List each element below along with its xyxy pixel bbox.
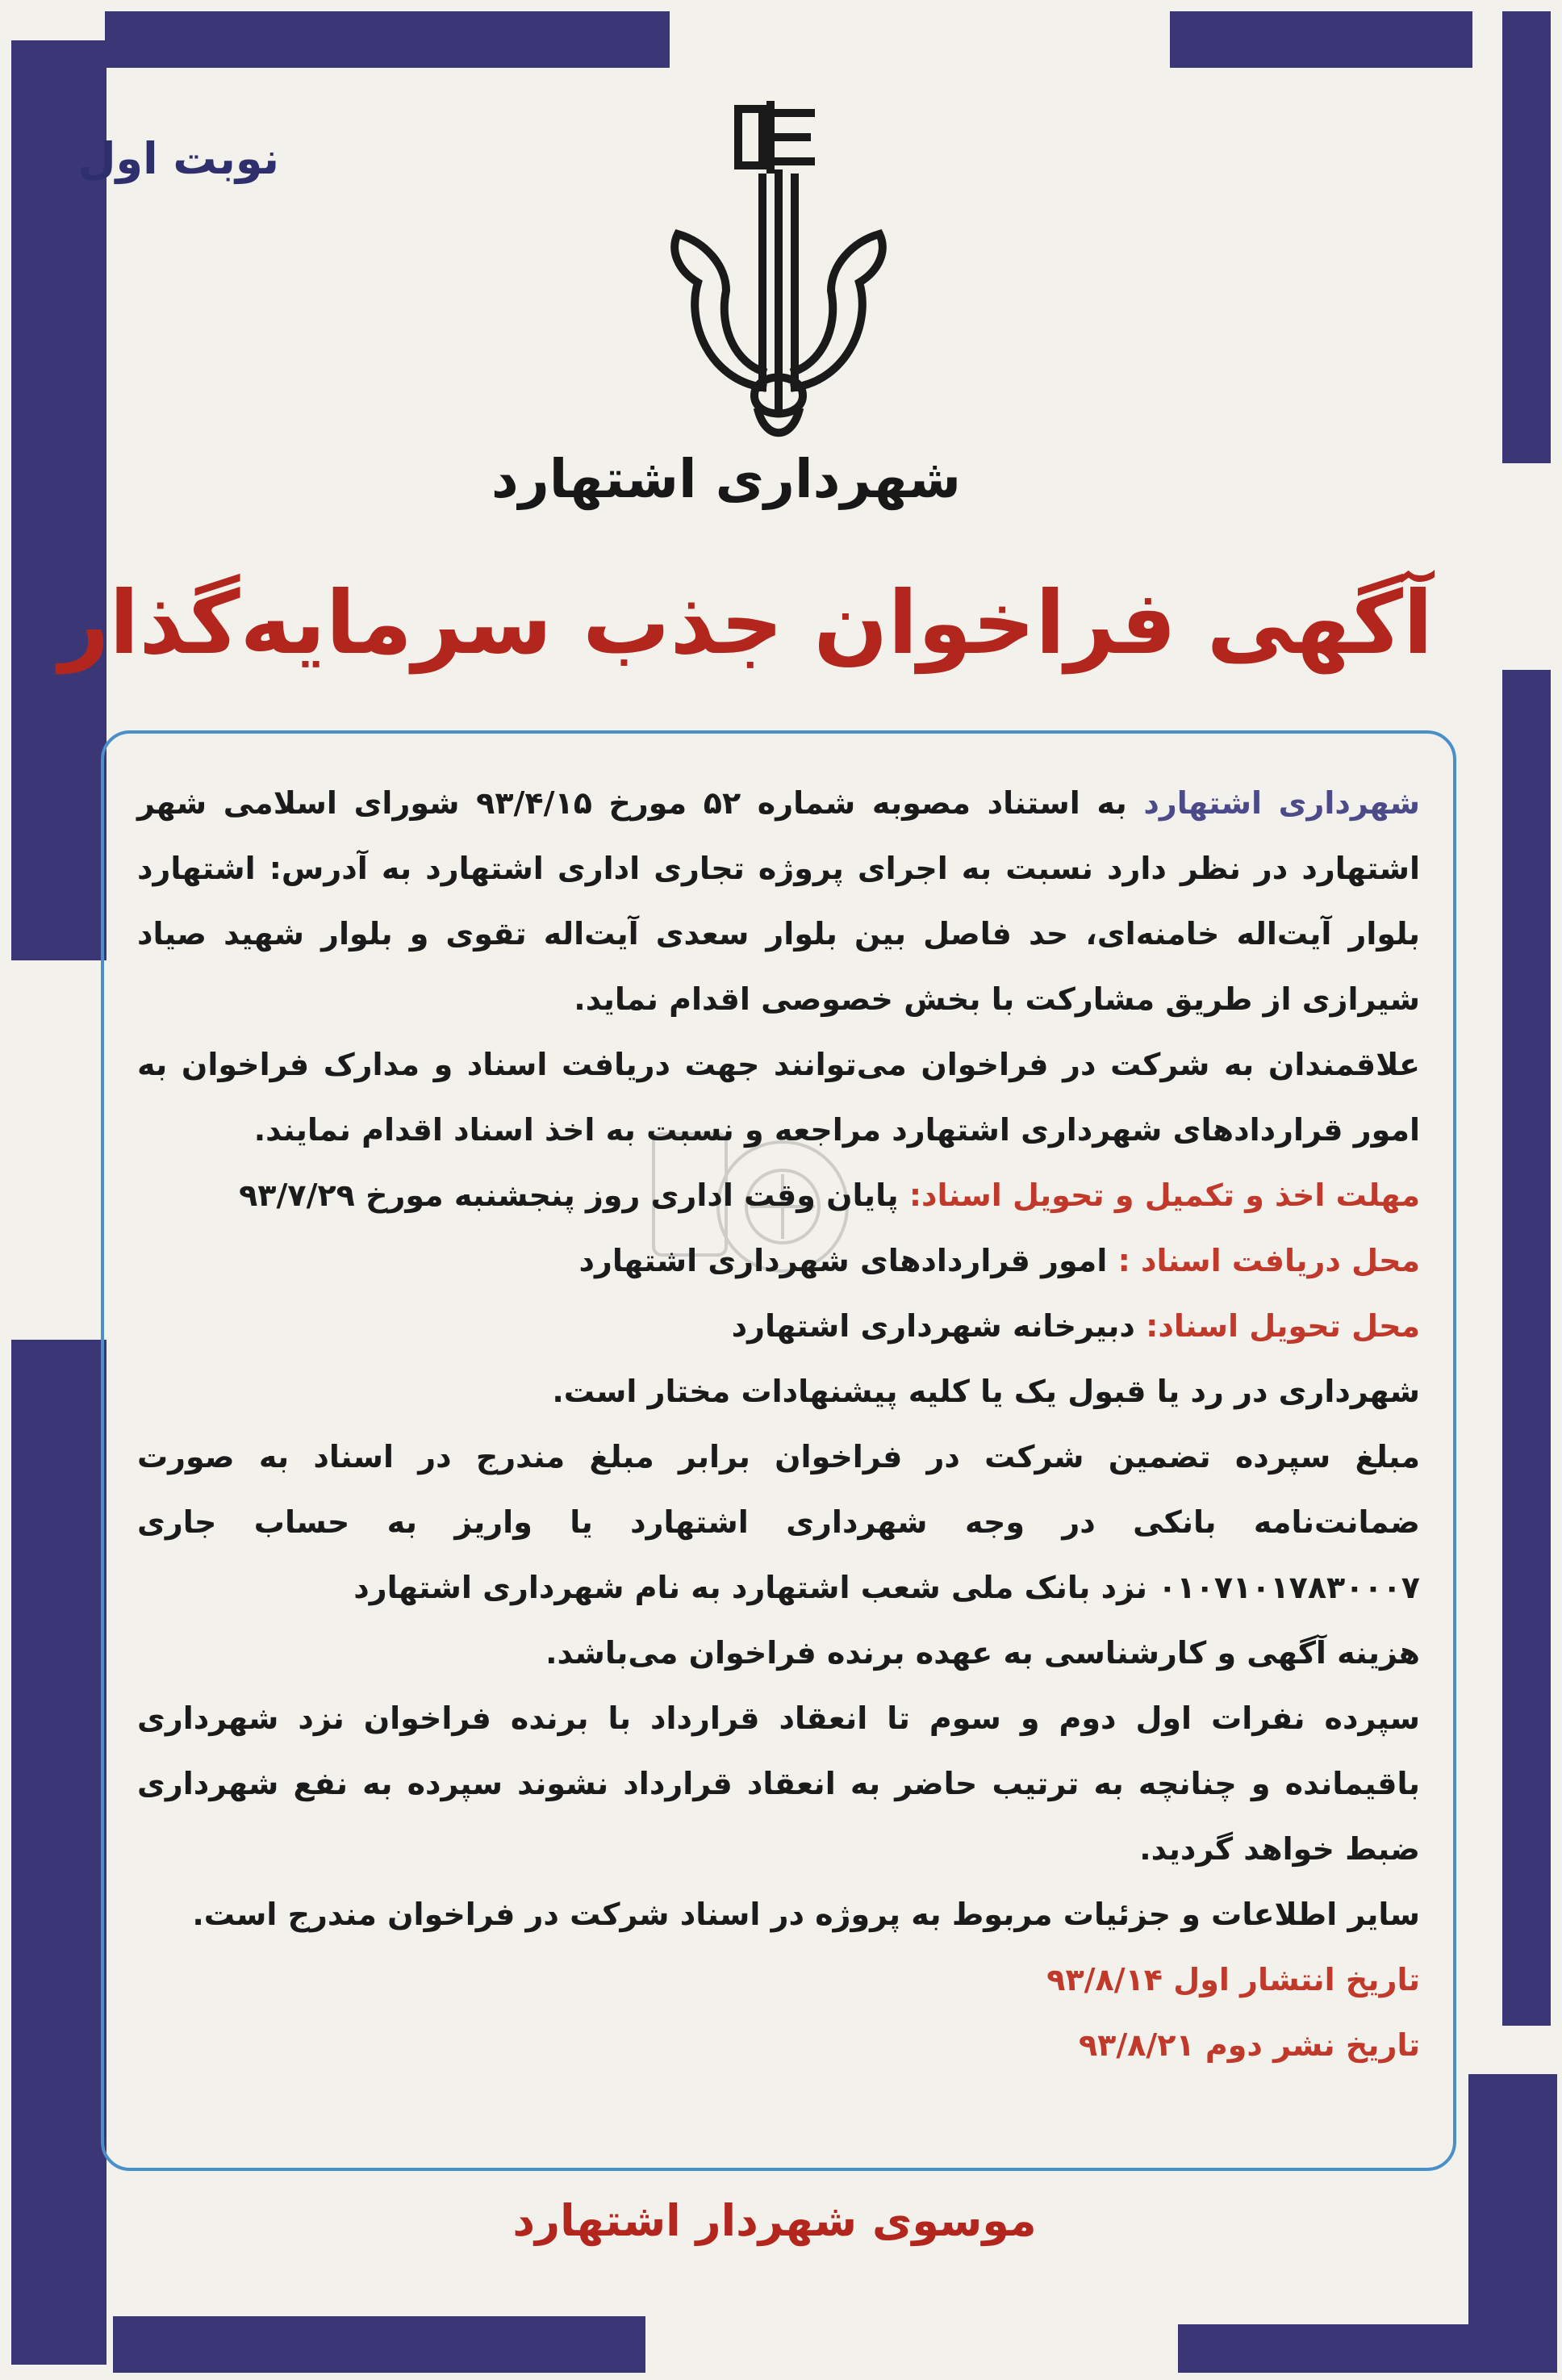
frame-bar-left-lower: [11, 1340, 106, 2365]
mayor-signature: موسوی شهردار اشتهارد: [512, 2195, 1037, 2246]
turn-label: نوبت اول: [77, 133, 279, 184]
deliver-label: محل تحویل اسناد:: [1146, 1308, 1420, 1344]
frame-bar-right-lower: [1468, 2074, 1557, 2373]
deliver-value: دبیرخانه شهرداری اشتهارد: [731, 1308, 1146, 1344]
receive-line: [137, 1228, 1420, 1294]
frame-bar-bottom: [113, 2316, 645, 2373]
receive-value: امور قراردادهای شهرداری اشتهارد: [578, 1243, 1118, 1278]
frame-bar-top: [105, 11, 670, 68]
deadline-line: [137, 1163, 1420, 1228]
paragraph-deposit: مبلغ سپرده تضمین شرکت در فراخوان برابر مبلغ مندرج در اسناد به صورت ضمانت‌نامه بانکی در وجه شهرداری اشتهارد یا واریز به حساب جاری ۰۱۰۷۱۰۱۷۸۳۰۰۰۷ نزد بانک ملی شعب اشتهارد به نام شهرداری اشتهارد: [137, 1439, 1420, 1605]
frame-bar-top-right: [1170, 11, 1472, 68]
receive-label: محل دریافت اسناد :: [1117, 1243, 1420, 1278]
frame-bar-right-middle: [1502, 670, 1551, 2026]
deadline-label: مهلت اخذ و تکمیل و تحویل اسناد:: [908, 1177, 1420, 1213]
second-publication-date: تاریخ نشر دوم ۹۳/۸/۲۱: [1078, 2027, 1420, 2063]
paragraph-applicants: علاقمندان به شرکت در فراخوان می‌توانند جهت دریافت اسناد و مدارک فراخوان به امور قراردادهای شهرداری اشتهارد مراجعه و نسبت به اخذ اسناد اقدام نمایند.: [137, 1047, 1420, 1148]
organization-name: شهرداری اشتهارد: [491, 448, 962, 510]
first-publication-date: تاریخ انتشار اول ۹۳/۸/۱۴: [1046, 1962, 1420, 1997]
deadline-value: پایان وقت اداری روز پنجشنبه مورخ ۹۳/۷/۲۹: [239, 1177, 909, 1213]
paragraph-cost: هزینه آگهی و کارشناسی به عهده برنده فراخوان می‌باشد.: [545, 1635, 1420, 1671]
paragraph-other-info: سایر اطلاعات و جزئیات مربوط به پروژه در اسناد شرکت در فراخوان مندرج است.: [192, 1897, 1420, 1932]
org-lead: شهرداری اشتهارد: [1143, 785, 1420, 821]
notice-body: [137, 771, 1420, 2078]
frame-bar-bottom-right: [1178, 2324, 1468, 2373]
paragraph-project: [137, 771, 1420, 1032]
project-text: به استناد مصوبه شماره ۵۲ مورخ ۹۳/۴/۱۵ شورای اسلامی شهر اشتهارد در نظر دارد نسبت به اجرای پروژه تجاری اداری اشتهارد به آدرس: اشتهارد بلوار آیت‌اله خامنه‌ای، حد فاصل بین بلوار سعدی آیت‌اله تقوی و بلوار شهید صیاد شیرازی از طریق مشارکت با بخش خصوصی اقدام نماید.: [137, 785, 1420, 1017]
deliver-line: [137, 1294, 1420, 1359]
paragraph-reject: شهرداری در رد یا قبول یک یا کلیه پیشنهادات مختار است.: [552, 1374, 1420, 1409]
notice-headline: آگهی فراخوان جذب سرمایه‌گذار: [59, 573, 1433, 674]
municipality-emblem-icon: [662, 97, 896, 452]
paragraph-deposits-held: سپرده نفرات اول دوم و سوم تا انعقاد قرارداد با برنده فراخوان نزد شهرداری باقیمانده و چنانچه به ترتیب حاضر به انعقاد قرارداد نشوند سپرده به نفع شهرداری ضبط خواهد گردید.: [137, 1700, 1420, 1867]
frame-bar-right: [1502, 11, 1551, 463]
